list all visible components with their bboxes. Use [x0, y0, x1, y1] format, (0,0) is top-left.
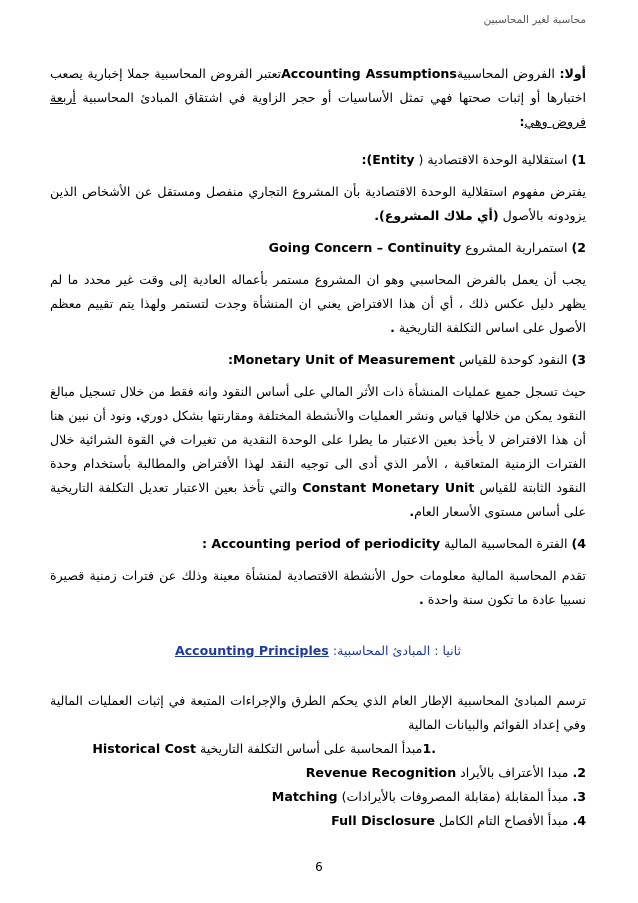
item4-body: [50, 564, 586, 612]
section1-prefix: أولا:: [559, 66, 586, 81]
principle-3-number: 3.: [572, 789, 586, 805]
page-number: 6: [315, 860, 323, 874]
section2-prefix: ثانيا : المبادئ المحاسبية:: [332, 642, 462, 658]
principles-list: [50, 737, 586, 833]
principle-2-ar: مبدا الأعتراف بالأيراد: [456, 765, 573, 781]
page-header: محاسبة لغير المحاسبين: [483, 14, 586, 26]
section1-title-en: Accounting Assumptions: [281, 66, 457, 81]
item3-body-text-3: والتي تأخذ بعين الاعتبار تعديل التكلفة التاريخية على أساس مستوى الأسعار العام: [50, 480, 586, 519]
item2-heading: [50, 236, 586, 260]
item2-number: 2): [571, 240, 586, 255]
item3-body-bold-3: .: [409, 504, 415, 519]
item4-title-tail: :: [201, 536, 212, 551]
item1-title-tail: :: [361, 152, 367, 167]
item3-title-tail: :: [228, 352, 234, 367]
item2-body: [50, 268, 586, 340]
page-content: [50, 62, 586, 833]
section2-intro: ترسم المبادئ المحاسبية الإطار العام الذي يحكم الطرق والإجراءات المتبعة في إثبات العمليات المالية وفي إعداد القوائم والبيانات المالية: [50, 693, 586, 733]
item1-number: 1): [571, 152, 586, 167]
item3-body-text: حيث تسجل جميع عمليات المنشأة ذات الأثر المالي على أساس النقود وانه فقط من خلال تسجيل مبالغ النقود يمكن من خلالها قياس ونشر العمليات والأنشطة المختلفة ومقارنتها بشكل دوري: [50, 384, 586, 423]
item3-heading: [50, 348, 586, 372]
item3-body-bold: .: [135, 408, 141, 423]
item1-body: [50, 180, 586, 228]
item2-body-text: يجب أن يعمل بالفرض المحاسبي وهو ان المشروع مستمر بأعماله العادية إلى وقت غير محدد ما لم يظهر دليل عكس ذلك ، أي أن هذا الافتراض يعني ان المنشأة وجدت لتستمر ولهذا يتم تقييم معظم الأصول على اساس التكلفة التاريخية: [50, 272, 586, 335]
principle-4-en: Full Disclosure: [331, 813, 435, 829]
section1-intro: [50, 62, 586, 134]
item3-title-en: Monetary Unit of Measurement: [233, 352, 455, 367]
item3-body-en: Constant Monetary Unit: [302, 480, 475, 495]
section1-count: أربعة فروض وهي: [50, 90, 586, 129]
principle-1-en: Historical Cost: [92, 741, 196, 757]
item4-body-bold: .: [418, 592, 424, 607]
item3-body-text-2: ونود أن نبين هنا أن هذا الافتراض لا يأخذ بعين الاعتبار ما يطرا على الوحدة النقدية من تغيرات في القوة الشرائية خلال الفترات الزمنية المتعاقبة ، الأمر الذي أدى الى توجيه النقد لهذا الأفتراض والمطالبة بأستخدام وحدة النقود الثابتة للقياس: [50, 408, 586, 495]
principle-item: [50, 761, 586, 785]
principle-3-ar: مبدأ المقابلة (مقابلة المصروفات بالأيرادات): [337, 789, 573, 805]
item3-number: 3): [571, 352, 586, 367]
item1-title-en: (Entity: [366, 152, 415, 167]
item1-body-text: يفترض مفهوم استقلالية الوحدة الاقتصادية بأن المشروع التجاري منفصل ومستقل عن الأشخاص الذين يزودونه بالأصول: [50, 184, 586, 223]
section1-count-tail: :: [519, 114, 525, 129]
item3-body: [50, 380, 586, 524]
item2-title-en: Going Concern – Continuity: [268, 240, 462, 255]
principle-1-ar: مبدأ المحاسبة على أساس التكلفة التاريخية: [196, 741, 423, 757]
item3-title-ar: النقود كوحدة للقياس: [454, 352, 572, 367]
principle-1-number: .1: [422, 741, 436, 757]
section1-intro-text: تعتبر الفروض المحاسبية جملا إخبارية يصعب اختبارها أو إثبات صحتها فهي تمثل الأساسيات أو حجر الزاوية في اشتقاق المبادئ المحاسبية: [50, 66, 586, 105]
principle-item: [50, 785, 586, 809]
item1-title-ar: استقلالية الوحدة الاقتصادية (: [414, 152, 572, 167]
item4-body-text: تقدم المحاسبة المالية معلومات حول الأنشطة الاقتصادية لمنشأة معينة وذلك عن فترات زمنية قصيرة نسبيا عادة ما تكون سنة واحدة: [50, 568, 586, 607]
principle-4-number: 4.: [572, 813, 586, 829]
section1-title-ar: الفروض المحاسبية: [456, 66, 560, 81]
item1-heading: [50, 148, 586, 172]
item1-body-bold: (أي ملاك المشروع).: [374, 208, 499, 223]
item2-title-ar: استمرارية المشروع: [461, 240, 572, 255]
principle-2-en: Revenue Recognition: [305, 765, 457, 781]
section2-title-en: Accounting Principles: [174, 642, 329, 658]
principle-4-ar: مبدأ الأفصاح التام الكامل: [434, 813, 573, 829]
section2-heading: [50, 639, 586, 663]
principle-item: [50, 737, 586, 761]
item4-title-en: Accounting period of periodicity: [211, 536, 441, 551]
principle-3-en: Matching: [271, 789, 338, 805]
item4-heading: [50, 532, 586, 556]
principle-item: [50, 809, 586, 833]
item4-title-ar: الفترة المحاسبية المالية: [440, 536, 572, 551]
item4-number: 4): [571, 536, 586, 551]
item2-body-bold: .: [390, 320, 395, 335]
principle-2-number: 2.: [572, 765, 586, 781]
